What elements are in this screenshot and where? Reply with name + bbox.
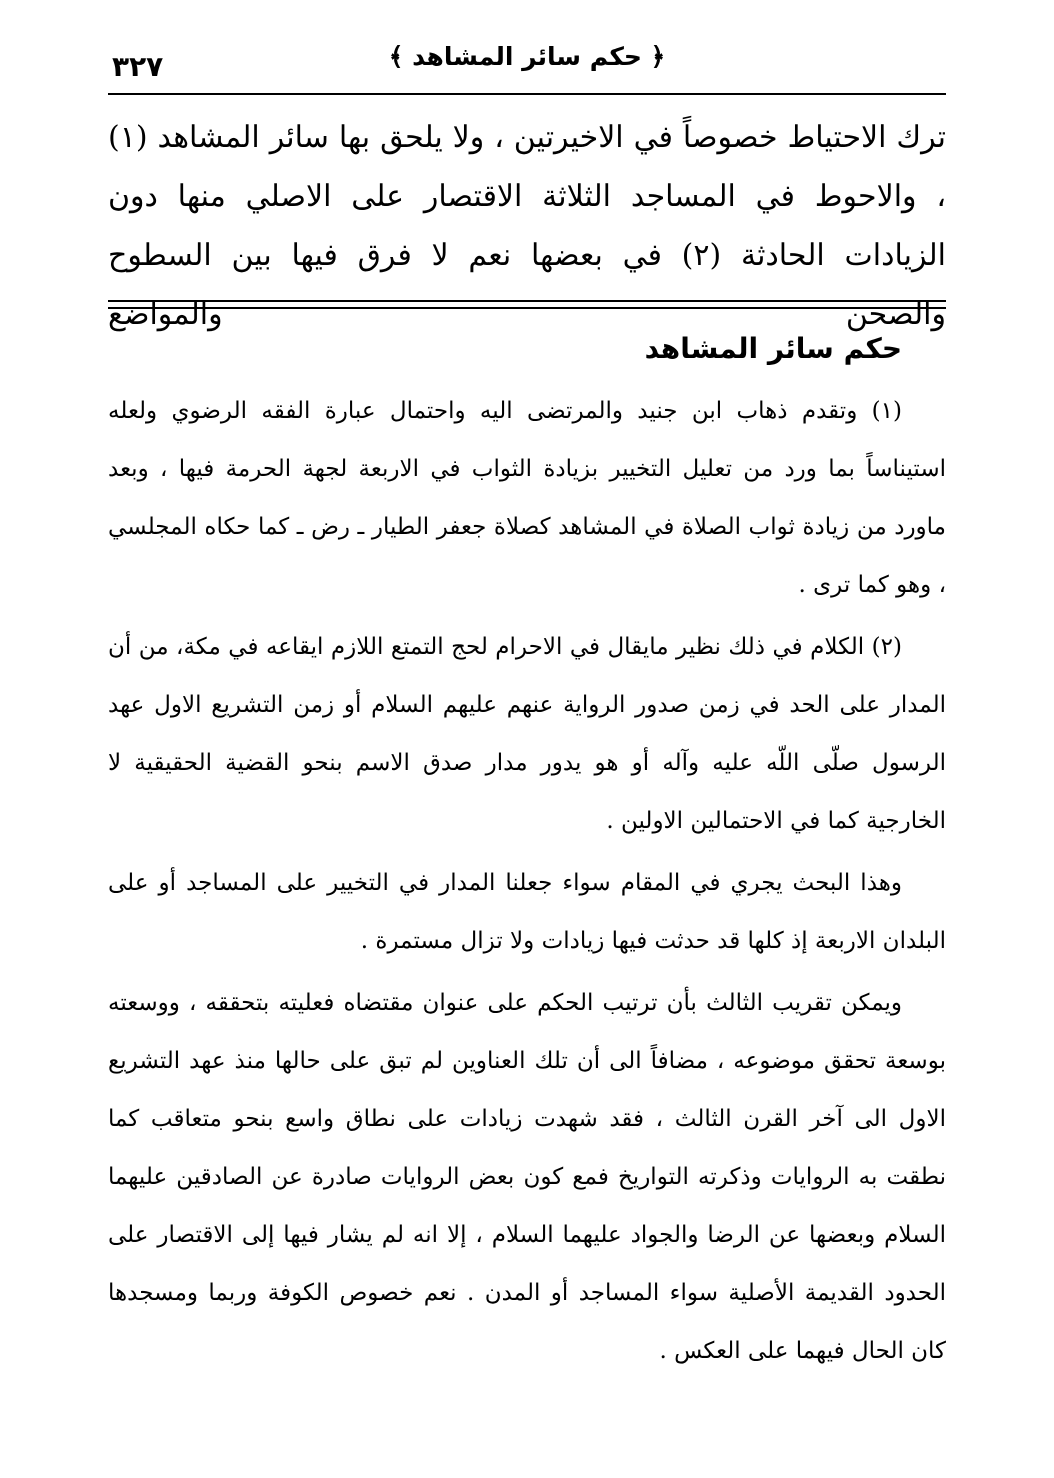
footnote-paragraph: ويمكن تقريب الثالث بأن ترتيب الحكم على عنوان مقتضاه فعليته بتحققه ، ووسعته بوسعة تحقق موضوعه ، مضافاً الى أن تلك العناوين لم تبق على حالها منذ عهد التشريع الاول الى آخر القرن الثالث ، فقد شهدت زيادات على نطاق واسع بنحو متعاقب كما نطقت به الروايات وذكرته التواريخ فمع كون بعض الروايات صادرة عن الصادقين عليهما السلام وبعضها عن الرضا والجواد عليهما السلام ، إلا انه لم يشار فيها إلى الاقتصار على الحدود القديمة الأصلية سواء المساجد أو المدن . نعم خصوص الكوفة وربما ومسجدها كان الحال فيهما على العكس .	[108, 990, 946, 1364]
page-header	[108, 38, 946, 94]
section-heading: حكم سائر المشاهد	[644, 332, 902, 365]
footnotes	[108, 382, 946, 1384]
header-rule	[108, 93, 946, 95]
footnote-separator	[108, 300, 946, 309]
footnote-1: (١) وتقدم ذهاب ابن جنيد والمرتضى اليه واحتمال عبارة الفقه الرضوي ولعله استيناساً بما ورد من تعليل التخيير بزيادة الثواب في الاربعة لجهة الحرمة فيها ، وبعد ماورد من زيادة ثواب الصلاة في المشاهد كصلاة جعفر الطيار ـ رض ـ كما حكاه المجلسي ، وهو كما ترى .	[108, 398, 946, 598]
running-title: ﴿ حكم سائر المشاهد ﴾	[388, 42, 666, 71]
main-paragraph: ترك الاحتياط خصوصاً في الاخيرتين ، ولا يلحق بها سائر المشاهد (١) ، والاحوط في المساجد الثلاثة الاقتصار على الاصلي منها دون الزيادات الحادثة (٢) في بعضها نعم لا فرق فيها بين السطوح والصحن والمواضع	[108, 120, 946, 332]
footnote-2: (٢) الكلام في ذلك نظير مايقال في الاحرام لحج التمتع اللازم ايقاعه في مكة، من أن المدار على الحد في زمن صدور الرواية عنهم عليهم السلام أو زمن التشريع الاول عهد الرسول صلّى اللّه عليه وآله أو هو يدور مدار صدق الاسم بنحو القضية الحقيقية لا الخارجية كما في الاحتمالين الاولين .	[108, 634, 946, 834]
footnote-paragraph: وهذا البحث يجري في المقام سواء جعلنا المدار في التخيير على المساجد أو على البلدان الاربعة إذ كلها قد حدثت فيها زيادات ولا تزال مستمرة .	[108, 870, 946, 954]
page-number: ٣٢٧	[112, 50, 164, 83]
